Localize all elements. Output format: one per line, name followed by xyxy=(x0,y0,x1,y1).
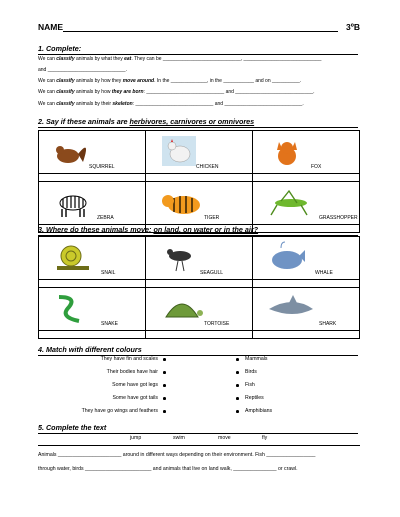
answer-cell[interactable] xyxy=(253,331,360,339)
answer-cell[interactable] xyxy=(39,280,146,288)
word-bank-item: fly xyxy=(262,435,268,441)
match-left-item: They have go wings and feathers xyxy=(81,408,158,414)
match-right-dot[interactable] xyxy=(236,397,239,400)
word-bank-divider xyxy=(38,445,360,446)
match-left-item: Some have got tails xyxy=(112,395,158,401)
squirrel-illustration xyxy=(53,134,93,168)
fox-illustration xyxy=(267,134,307,168)
animal-label-snake: SNAKE xyxy=(101,321,118,327)
match-left-item: Their bodies have hair xyxy=(106,369,158,375)
section1-line1: We can classify animals by what they eat. They can be ____________________________, ____________________________ xyxy=(38,56,322,62)
animal-label-snail: SNAIL xyxy=(101,270,116,276)
word-bank-item: jump xyxy=(130,435,142,441)
answer-cell[interactable] xyxy=(146,174,253,182)
animal-label-zebra: ZEBRA xyxy=(97,215,114,221)
match-right-dot[interactable] xyxy=(236,358,239,361)
section4-title: 4. Match with different colours xyxy=(38,345,358,356)
class-label: 3ºB xyxy=(346,22,360,32)
tortoise-illustration xyxy=(160,291,204,325)
animal-cell-grasshopper xyxy=(253,182,360,225)
animal-cell-squirrel xyxy=(39,131,146,174)
match-left-dot[interactable] xyxy=(163,358,166,361)
name-label: NAME xyxy=(38,22,64,32)
section2-title: 2. Say if these animals are herbivores, carnivores or omnivores xyxy=(38,117,358,128)
zebra-illustration xyxy=(53,185,93,219)
animal-cell-snail xyxy=(39,237,146,280)
match-right-item: Amphibians xyxy=(245,408,273,414)
word-bank-item: swim xyxy=(173,435,185,441)
answer-cell[interactable] xyxy=(39,174,146,182)
answer-cell[interactable] xyxy=(146,331,253,339)
section3-title: 3. Where do these animals move: on land, on water or in the air? xyxy=(38,225,358,236)
match-right-item: Birds xyxy=(245,369,257,375)
animal-cell-chicken xyxy=(146,131,253,174)
animal-label-tiger: TIGER xyxy=(204,215,220,221)
answer-cell[interactable] xyxy=(253,280,360,288)
animal-label-seagull: SEAGULL xyxy=(200,270,224,276)
section5-line2: through water, birds _______________________ and animals that live on land walk, _______________ or crawl. xyxy=(38,466,298,472)
section3-animal-grid xyxy=(38,236,360,339)
whale-illustration xyxy=(267,240,307,274)
animal-label-squirrel: SQUIRREL xyxy=(89,164,115,170)
animal-label-grasshopper: GRASSHOPPER xyxy=(319,215,358,221)
animal-label-tortoise: TORTOISE xyxy=(204,321,230,327)
match-left-item: Some have got legs xyxy=(112,382,158,388)
animal-cell-fox xyxy=(253,131,360,174)
tiger-illustration xyxy=(160,185,206,219)
seagull-illustration xyxy=(160,240,200,274)
chicken-illustration xyxy=(160,134,200,168)
snail-illustration xyxy=(53,240,93,274)
animal-cell-seagull xyxy=(146,237,253,280)
section1-line4: We can classify animals by how they are born: ____________________________ and ____________________________. xyxy=(38,89,315,95)
animal-cell-whale xyxy=(253,237,360,280)
shark-illustration xyxy=(267,291,317,325)
section5-title: 5. Complete the text xyxy=(38,423,358,434)
animal-label-whale: WHALE xyxy=(315,270,333,276)
match-left-dot[interactable] xyxy=(163,371,166,374)
animal-label-chicken: CHICKEN xyxy=(196,164,219,170)
answer-cell[interactable] xyxy=(253,174,360,182)
name-field-line[interactable] xyxy=(63,31,338,32)
match-right-dot[interactable] xyxy=(236,384,239,387)
section2-animal-grid xyxy=(38,130,360,233)
match-right-item: Fish xyxy=(245,382,255,388)
section1-line2: and ____________________________. xyxy=(38,67,127,73)
animal-cell-shark xyxy=(253,288,360,331)
match-right-dot[interactable] xyxy=(236,410,239,413)
section5-line1: Animals ______________________ around in different ways depending on their environment. Fish _________________ xyxy=(38,452,316,458)
match-right-dot[interactable] xyxy=(236,371,239,374)
match-right-item: Mammals xyxy=(245,356,268,362)
section1-title: 1. Complete: xyxy=(38,44,358,55)
answer-cell[interactable] xyxy=(39,331,146,339)
match-left-item: They have fin and scales xyxy=(100,356,158,362)
animal-label-fox: FOX xyxy=(311,164,322,170)
animal-cell-snake xyxy=(39,288,146,331)
answer-cell[interactable] xyxy=(146,280,253,288)
animal-cell-tiger xyxy=(146,182,253,225)
grasshopper-illustration xyxy=(267,185,317,219)
snake-illustration xyxy=(53,291,93,325)
animal-label-shark: SHARK xyxy=(319,321,337,327)
match-left-dot[interactable] xyxy=(163,397,166,400)
animal-cell-zebra xyxy=(39,182,146,225)
section1-line5: We can classify animals by their skeleton: ____________________________ and ____________________________. xyxy=(38,101,304,107)
word-bank-item: move xyxy=(218,435,231,441)
animal-cell-tortoise xyxy=(146,288,253,331)
match-left-dot[interactable] xyxy=(163,384,166,387)
section1-line3: We can classify animals by how they move around. In the _____________, in the ___________ and on __________. xyxy=(38,78,302,84)
match-right-item: Reptiles xyxy=(245,395,264,401)
match-left-dot[interactable] xyxy=(163,410,166,413)
